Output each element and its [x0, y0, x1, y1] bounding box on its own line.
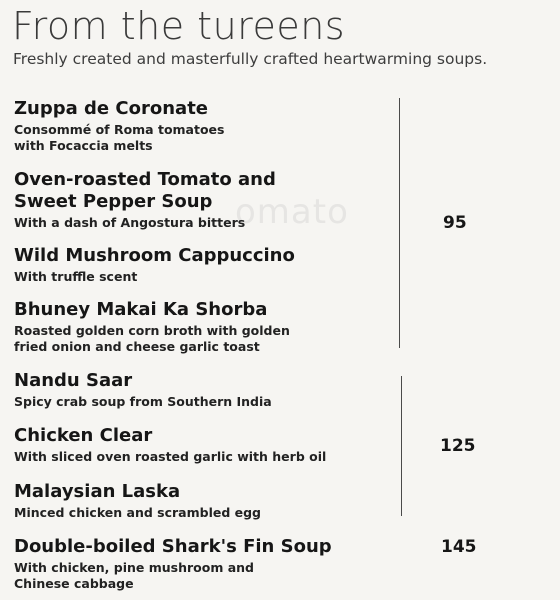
item-desc: With sliced oven roasted garlic with herb oil [14, 449, 327, 464]
page-subtitle: Freshly created and masterfully crafted heartwarming soups. [13, 50, 488, 68]
item-desc: Consommé of Roma tomatoes [14, 122, 225, 137]
item-desc: With truffle scent [14, 269, 138, 284]
menu-item-mushroom-cappuccino [14, 245, 394, 285]
price-group-1: 95 [443, 213, 467, 233]
price-group-2: 125 [440, 436, 476, 456]
menu-item-chicken-clear [14, 425, 394, 465]
item-name: Zuppa de Coronate [14, 98, 209, 119]
item-desc: With a dash of Angostura bitters [14, 215, 246, 230]
item-desc: Minced chicken and scrambled egg [14, 505, 262, 520]
menu-item-makai-shorba [14, 299, 394, 355]
item-name-line2: Sweet Pepper Soup [14, 191, 213, 212]
item-name: Oven-roasted Tomato and [14, 169, 276, 190]
item-name: Nandu Saar [14, 370, 133, 391]
item-desc: fried onion and cheese garlic toast [14, 339, 260, 354]
menu-item-sharks-fin-soup [14, 536, 394, 592]
item-name: Wild Mushroom Cappuccino [14, 245, 295, 266]
watermark: omato [235, 192, 349, 232]
group-divider-line [401, 376, 402, 516]
menu-item-tomato-soup [14, 169, 394, 231]
item-name: Bhuney Makai Ka Shorba [14, 299, 268, 320]
item-desc: with Focaccia melts [14, 138, 153, 153]
item-desc: Chinese cabbage [14, 576, 134, 591]
menu-item-nandu-saar [14, 370, 394, 410]
item-name: Double-boiled Shark's Fin Soup [14, 536, 332, 557]
menu-item-malaysian-laska [14, 481, 394, 521]
menu-item-zuppa [14, 98, 394, 154]
item-desc: Spicy crab soup from Southern India [14, 394, 272, 409]
item-desc: With chicken, pine mushroom and [14, 560, 254, 575]
item-desc: Roasted golden corn broth with golden [14, 323, 290, 338]
price-group-3: 145 [441, 537, 477, 557]
item-name: Chicken Clear [14, 425, 153, 446]
page-title: From the tureens [12, 4, 346, 48]
item-name: Malaysian Laska [14, 481, 181, 502]
group-divider-line [399, 98, 400, 348]
